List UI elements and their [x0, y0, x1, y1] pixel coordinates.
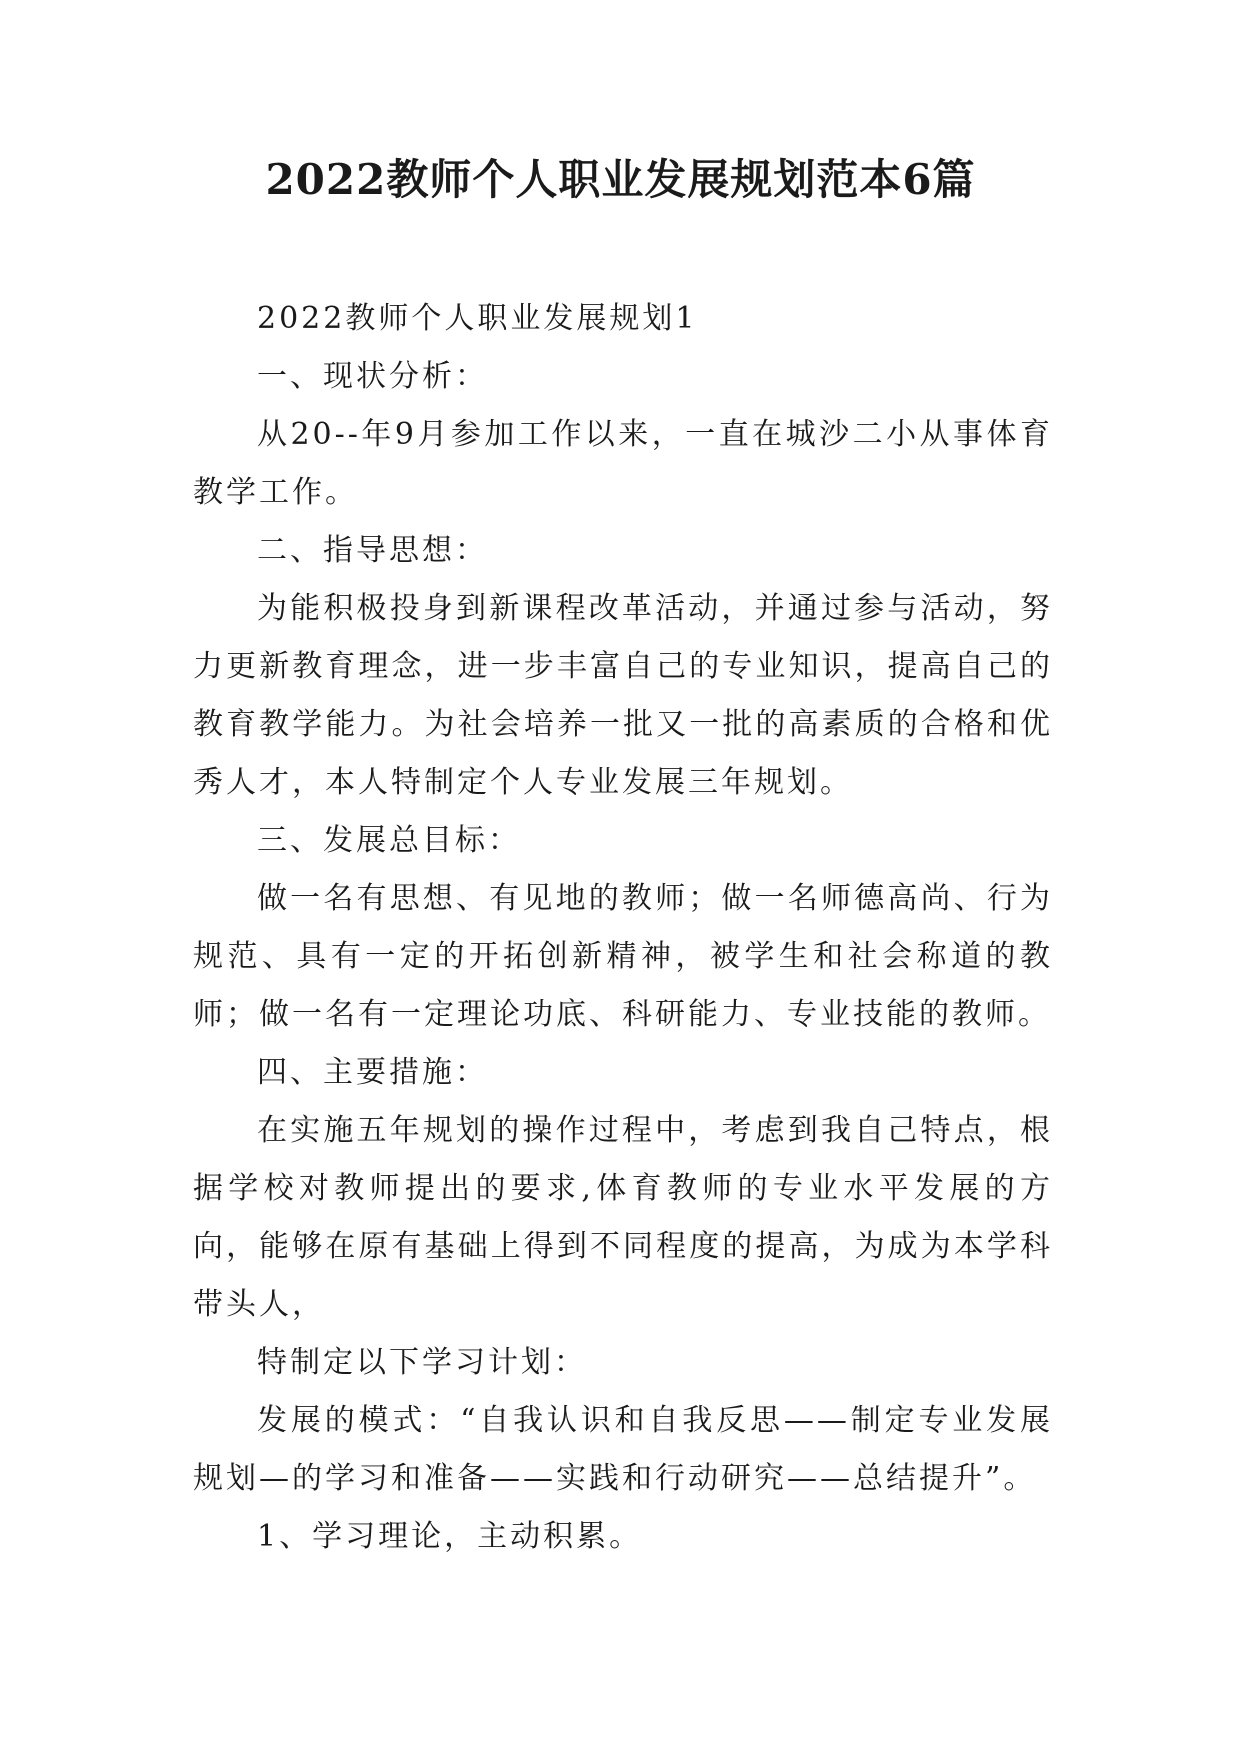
section-heading-guiding-thought: 二、指导思想： [257, 533, 488, 568]
list-item-paragraph: 1、学习理论，主动积累。 [257, 1519, 643, 1554]
subtitle-paragraph: 2022教师个人职业发展规划1 [257, 301, 698, 336]
body-paragraph: 为能积极投身到新课程改革活动，并通过参与活动，努力更新教育理念，进一步丰富自己的专业知识，提高自己的教育教学能力。为社会培养一批又一批的高素质的合格和优秀人才，本人特制定个人专业发展三年规划。 [193, 591, 1053, 800]
section-heading-status: 一、现状分析： [257, 359, 488, 394]
body-paragraph: 特制定以下学习计划： [257, 1345, 587, 1380]
body-paragraph: 做一名有思想、有见地的教师；做一名师德高尚、行为规范、具有一定的开拓创新精神，被学生和社会称道的教师；做一名有一定理论功底、科研能力、专业技能的教师。 [193, 881, 1053, 1032]
document-title: 2022教师个人职业发展规划范本6篇 [265, 155, 976, 204]
section-heading-measures: 四、主要措施： [257, 1055, 488, 1090]
document-body [193, 290, 1053, 1566]
body-paragraph: 发展的模式：“自我认识和自我反思——制定专业发展规划—的学习和准备——实践和行动研究——总结提升”。 [193, 1403, 1053, 1496]
section-heading-goals: 三、发展总目标： [257, 823, 521, 858]
body-paragraph: 从20--年9月参加工作以来，一直在城沙二小从事体育教学工作。 [193, 417, 1053, 510]
body-paragraph: 在实施五年规划的操作过程中，考虑到我自己特点，根据学校对教师提出的要求,体育教师的专业水平发展的方向，能够在原有基础上得到不同程度的提高，为成为本学科带头人， [193, 1113, 1053, 1322]
